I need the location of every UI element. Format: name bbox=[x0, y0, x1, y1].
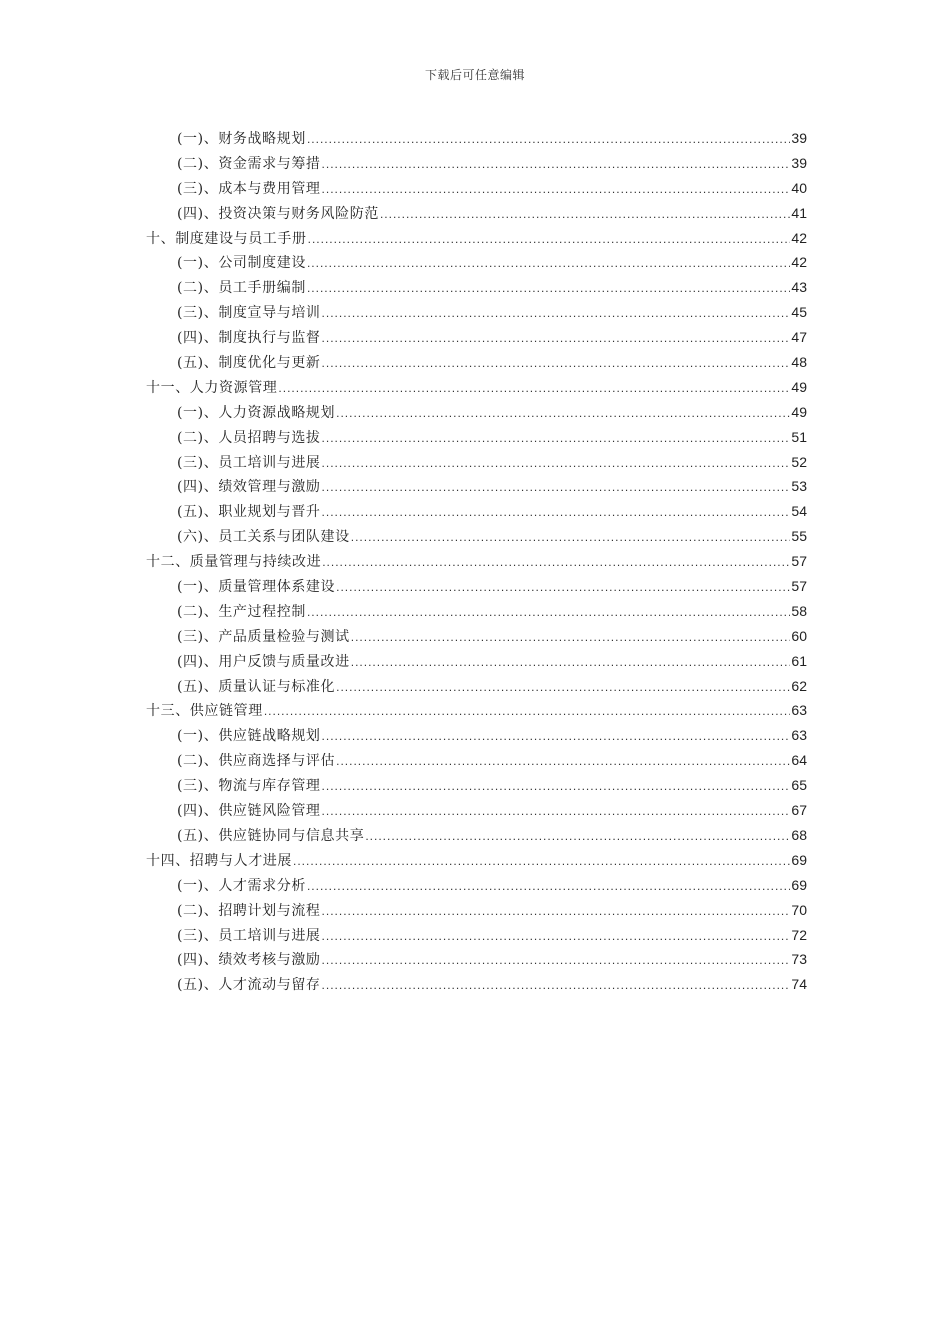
toc-dot-leader bbox=[365, 824, 790, 849]
toc-entry-title: 十四、招聘与人才进展 bbox=[146, 852, 292, 869]
toc-entry-title: (三)、员工培训与进展 bbox=[177, 927, 321, 944]
toc-entry-title: (四)、制度执行与监督 bbox=[177, 330, 321, 347]
toc-entry-title: (五)、职业规划与晋升 bbox=[177, 504, 321, 521]
toc-entry-title: (二)、人员招聘与选拔 bbox=[177, 429, 321, 446]
toc-dot-leader bbox=[322, 326, 791, 351]
toc-entry-title: (二)、招聘计划与流程 bbox=[177, 902, 321, 919]
toc-page-number: 65 bbox=[791, 777, 807, 794]
toc-page-number: 63 bbox=[791, 727, 807, 744]
toc-dot-leader bbox=[322, 152, 791, 177]
toc-dot-leader bbox=[322, 973, 791, 998]
toc-page-number: 64 bbox=[791, 752, 807, 769]
toc-dot-leader bbox=[307, 600, 790, 625]
toc-page-number: 62 bbox=[791, 677, 807, 694]
toc-entry-title: (三)、员工培训与进展 bbox=[177, 454, 321, 471]
toc-chapter-entry[interactable] bbox=[146, 226, 807, 251]
toc-section-entry[interactable] bbox=[146, 773, 807, 798]
toc-page-number: 57 bbox=[791, 578, 807, 595]
toc-entry-title: (五)、供应链协同与信息共享 bbox=[177, 827, 365, 844]
toc-section-entry[interactable] bbox=[146, 400, 807, 425]
toc-dot-leader bbox=[322, 475, 791, 500]
toc-dot-leader bbox=[322, 500, 791, 525]
toc-section-entry[interactable] bbox=[146, 972, 807, 997]
toc-page-number: 69 bbox=[791, 851, 807, 868]
toc-page-number: 60 bbox=[791, 627, 807, 644]
toc-section-entry[interactable] bbox=[146, 524, 807, 549]
toc-dot-leader bbox=[322, 948, 791, 973]
toc-dot-leader bbox=[336, 575, 790, 600]
toc-section-entry[interactable] bbox=[146, 947, 807, 972]
toc-section-entry[interactable] bbox=[146, 474, 807, 499]
toc-section-entry[interactable] bbox=[146, 574, 807, 599]
toc-dot-leader bbox=[322, 177, 791, 202]
toc-entry-title: (四)、绩效管理与激励 bbox=[177, 479, 321, 496]
page-header: 下载后可任意编辑 bbox=[424, 68, 525, 82]
toc-dot-leader bbox=[322, 724, 791, 749]
toc-chapter-entry[interactable] bbox=[146, 549, 807, 574]
toc-dot-leader bbox=[380, 202, 790, 227]
toc-section-entry[interactable] bbox=[146, 624, 807, 649]
toc-section-entry[interactable] bbox=[146, 499, 807, 524]
toc-page-number: 49 bbox=[791, 403, 807, 420]
toc-entry-title: (二)、生产过程控制 bbox=[177, 603, 306, 620]
toc-page-number: 47 bbox=[791, 329, 807, 346]
toc-dot-leader bbox=[322, 301, 791, 326]
toc-dot-leader bbox=[351, 625, 791, 650]
toc-page-number: 53 bbox=[791, 478, 807, 495]
toc-dot-leader bbox=[264, 699, 791, 724]
toc-entry-title: (二)、员工手册编制 bbox=[177, 280, 306, 297]
toc-page-number: 69 bbox=[791, 876, 807, 893]
toc-entry-title: (六)、员工关系与团队建设 bbox=[177, 529, 350, 546]
toc-entry-title: (四)、用户反馈与质量改进 bbox=[177, 653, 350, 670]
toc-entry-title: (三)、产品质量检验与测试 bbox=[177, 628, 350, 645]
toc-section-entry[interactable] bbox=[146, 250, 807, 275]
toc-page-number: 70 bbox=[791, 901, 807, 918]
toc-section-entry[interactable] bbox=[146, 674, 807, 699]
toc-dot-leader bbox=[336, 401, 790, 426]
toc-page-number: 52 bbox=[791, 453, 807, 470]
toc-dot-leader bbox=[322, 351, 791, 376]
toc-section-entry[interactable] bbox=[146, 450, 807, 475]
toc-section-entry[interactable] bbox=[146, 723, 807, 748]
toc-entry-title: (二)、供应商选择与评估 bbox=[177, 753, 336, 770]
toc-page-number: 45 bbox=[791, 304, 807, 321]
toc-section-entry[interactable] bbox=[146, 823, 807, 848]
toc-dot-leader bbox=[307, 874, 790, 899]
toc-section-entry[interactable] bbox=[146, 649, 807, 674]
toc-page-number: 73 bbox=[791, 951, 807, 968]
toc-section-entry[interactable] bbox=[146, 176, 807, 201]
toc-section-entry[interactable] bbox=[146, 748, 807, 773]
toc-section-entry[interactable] bbox=[146, 923, 807, 948]
toc-entry-title: 十二、质量管理与持续改进 bbox=[146, 554, 322, 571]
toc-dot-leader bbox=[322, 774, 791, 799]
toc-entry-title: 十、制度建设与员工手册 bbox=[146, 230, 307, 247]
toc-entry-title: (五)、制度优化与更新 bbox=[177, 355, 321, 372]
toc-dot-leader bbox=[308, 227, 791, 252]
toc-entry-title: (五)、质量认证与标准化 bbox=[177, 678, 336, 695]
toc-dot-leader bbox=[322, 550, 790, 575]
toc-page-number: 61 bbox=[791, 652, 807, 669]
toc-entry-title: (三)、物流与库存管理 bbox=[177, 778, 321, 795]
toc-section-entry[interactable] bbox=[146, 599, 807, 624]
toc-dot-leader bbox=[351, 525, 791, 550]
toc-page-number: 72 bbox=[791, 926, 807, 943]
toc-page-number: 57 bbox=[791, 553, 807, 570]
toc-dot-leader bbox=[322, 899, 791, 924]
toc-dot-leader bbox=[307, 127, 790, 152]
toc-chapter-entry[interactable] bbox=[146, 698, 807, 723]
toc-section-entry[interactable] bbox=[146, 151, 807, 176]
toc-section-entry[interactable] bbox=[146, 873, 807, 898]
toc-dot-leader bbox=[322, 924, 791, 949]
toc-entry-title: (三)、成本与费用管理 bbox=[177, 180, 321, 197]
toc-entry-title: 十一、人力资源管理 bbox=[146, 379, 278, 396]
toc-dot-leader bbox=[322, 451, 791, 476]
toc-page-number: 58 bbox=[791, 602, 807, 619]
toc-page-number: 40 bbox=[791, 179, 807, 196]
toc-section-entry[interactable] bbox=[146, 798, 807, 823]
toc-entry-title: (五)、人才流动与留存 bbox=[177, 977, 321, 994]
toc-dot-leader bbox=[336, 675, 790, 700]
toc-entry-title: (四)、供应链风险管理 bbox=[177, 803, 321, 820]
toc-dot-leader bbox=[322, 426, 791, 451]
toc-page-number: 68 bbox=[791, 826, 807, 843]
toc-entry-title: (四)、绩效考核与激励 bbox=[177, 952, 321, 969]
toc-page-number: 67 bbox=[791, 802, 807, 819]
toc-page-number: 54 bbox=[791, 503, 807, 520]
toc-dot-leader bbox=[351, 650, 791, 675]
toc-dot-leader bbox=[278, 376, 790, 401]
toc-page-number: 42 bbox=[791, 229, 807, 246]
toc-section-entry[interactable] bbox=[146, 325, 807, 350]
toc-chapter-entry[interactable] bbox=[146, 848, 807, 873]
toc-page-number: 48 bbox=[791, 354, 807, 371]
toc-page-number: 42 bbox=[791, 254, 807, 271]
toc-entry-title: (四)、投资决策与财务风险防范 bbox=[177, 205, 379, 222]
toc-entry-title: (一)、财务战略规划 bbox=[177, 131, 306, 147]
toc-page-number: 39 bbox=[791, 130, 807, 146]
toc-page-number: 43 bbox=[791, 279, 807, 296]
toc-page-number: 74 bbox=[791, 976, 807, 993]
toc-page-number: 41 bbox=[791, 204, 807, 221]
toc-dot-leader bbox=[307, 276, 790, 301]
toc-entry-title: (一)、人才需求分析 bbox=[177, 877, 306, 894]
toc-dot-leader bbox=[293, 849, 790, 874]
toc-page-number: 51 bbox=[791, 428, 807, 445]
toc-section-entry[interactable] bbox=[146, 126, 807, 151]
table-of-contents bbox=[146, 126, 807, 997]
toc-dot-leader bbox=[307, 251, 790, 276]
toc-entry-title: (三)、制度宣导与培训 bbox=[177, 305, 321, 322]
toc-chapter-entry[interactable] bbox=[146, 375, 807, 400]
toc-page-number: 63 bbox=[791, 702, 807, 719]
toc-page-number: 49 bbox=[791, 378, 807, 395]
toc-section-entry[interactable] bbox=[146, 275, 807, 300]
toc-dot-leader bbox=[336, 749, 790, 774]
toc-section-entry[interactable] bbox=[146, 350, 807, 375]
toc-entry-title: (一)、人力资源战略规划 bbox=[177, 404, 336, 421]
toc-entry-title: (一)、公司制度建设 bbox=[177, 255, 306, 272]
toc-entry-title: 十三、供应链管理 bbox=[146, 703, 263, 720]
toc-entry-title: (二)、资金需求与筹措 bbox=[177, 155, 321, 172]
toc-section-entry[interactable] bbox=[146, 300, 807, 325]
toc-entry-title: (一)、质量管理体系建设 bbox=[177, 579, 336, 596]
toc-dot-leader bbox=[322, 799, 791, 824]
toc-section-entry[interactable] bbox=[146, 898, 807, 923]
toc-entry-title: (一)、供应链战略规划 bbox=[177, 728, 321, 745]
toc-section-entry[interactable] bbox=[146, 425, 807, 450]
toc-section-entry[interactable] bbox=[146, 201, 807, 226]
toc-page-number: 39 bbox=[791, 154, 807, 171]
toc-page-number: 55 bbox=[791, 528, 807, 545]
